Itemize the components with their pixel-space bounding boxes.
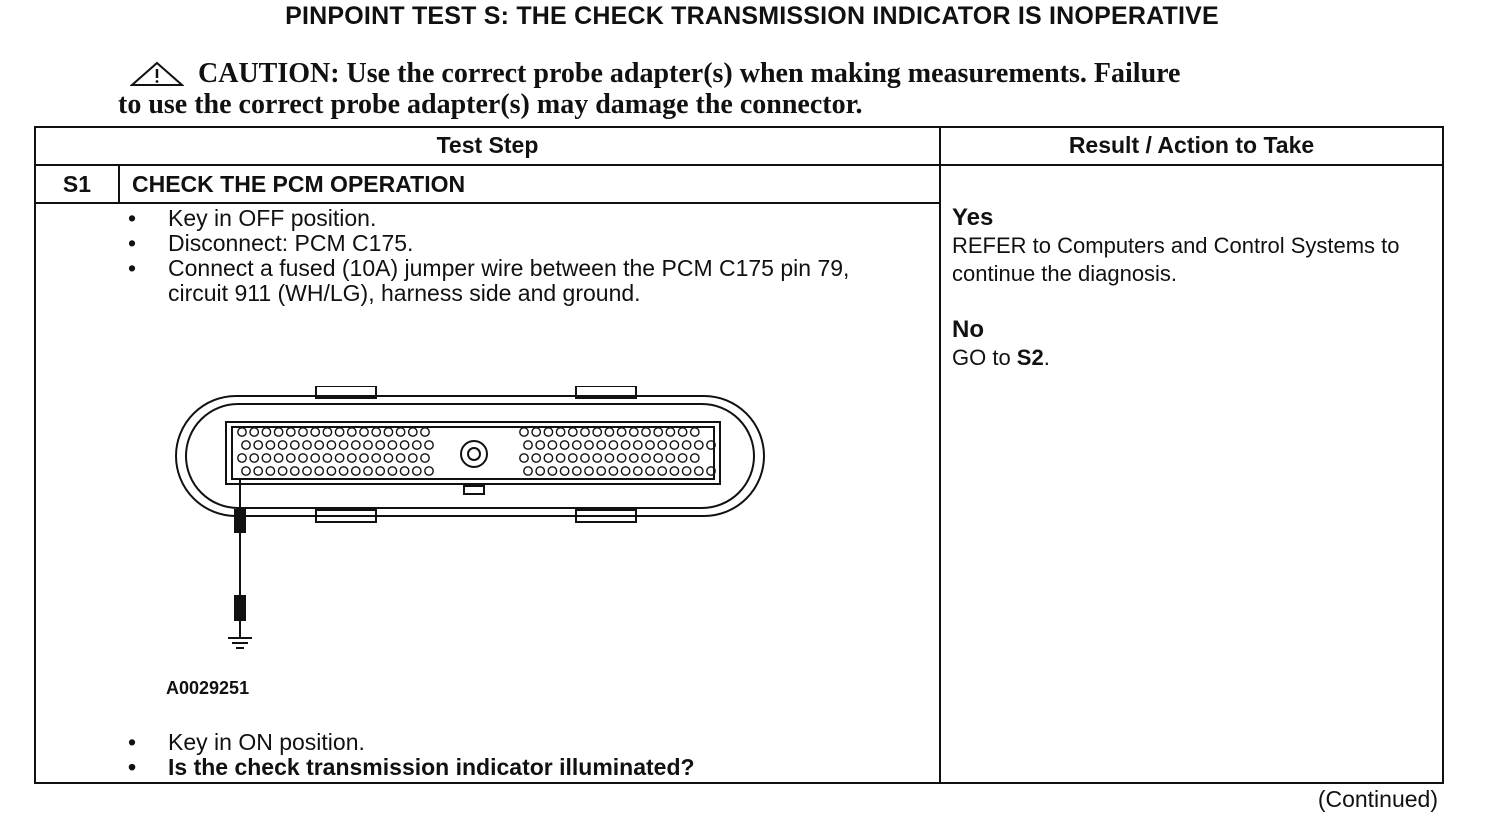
connector-pin <box>327 467 335 475</box>
continued-label: (Continued) <box>1317 786 1438 812</box>
connector-pin <box>573 441 581 449</box>
connector-pin <box>658 441 666 449</box>
connector-pin <box>384 454 392 462</box>
connector-pin <box>532 454 540 462</box>
connector-pin <box>609 467 617 475</box>
connector-pin <box>642 428 650 436</box>
connector-pin <box>254 467 262 475</box>
connector-pin <box>238 428 246 436</box>
connector-pin <box>682 441 690 449</box>
step-title-row <box>36 166 939 204</box>
instruction-text: Disconnect: PCM C175. <box>168 230 414 256</box>
connector-pin <box>646 441 654 449</box>
connector-pin <box>621 467 629 475</box>
connector-pin <box>400 467 408 475</box>
column-divider <box>939 128 941 782</box>
connector-pin <box>352 467 360 475</box>
connector-pin <box>254 441 262 449</box>
instruction-text: Key in OFF position. <box>168 205 377 231</box>
no-text-prefix: GO to <box>952 345 1017 370</box>
connector-pin <box>597 467 605 475</box>
list-item <box>128 730 908 755</box>
connector-pin <box>666 428 674 436</box>
warning-triangle-icon <box>130 61 184 87</box>
figure-id: A0029251 <box>166 678 250 698</box>
no-target-step: S2 <box>1016 345 1044 370</box>
connector-pin <box>695 441 703 449</box>
connector-pin <box>396 428 404 436</box>
connector-pin <box>311 454 319 462</box>
connector-pin <box>670 467 678 475</box>
connector-pin <box>569 428 577 436</box>
connector-pin <box>691 428 699 436</box>
connector-pin <box>695 467 703 475</box>
header-test-step: Test Step <box>436 132 539 158</box>
connector-pin <box>544 454 552 462</box>
connector-pin <box>605 454 613 462</box>
connector-pin <box>278 441 286 449</box>
connector-pin <box>617 428 625 436</box>
connector-pin <box>593 454 601 462</box>
header-result-action: Result / Action to Take <box>1068 132 1315 158</box>
connector-pin <box>630 428 638 436</box>
connector-pin <box>421 454 429 462</box>
connector-pin <box>262 428 270 436</box>
connector-pin <box>360 454 368 462</box>
connector-pin <box>425 441 433 449</box>
connector-pin <box>400 441 408 449</box>
connector-pin <box>536 441 544 449</box>
yes-label: Yes <box>952 204 994 231</box>
connector-pin <box>348 428 356 436</box>
connector-pin <box>548 467 556 475</box>
no-label: No <box>952 316 984 343</box>
connector-pin <box>654 428 662 436</box>
connector-pin <box>376 441 384 449</box>
connector-pin <box>666 454 674 462</box>
connector-pin <box>585 467 593 475</box>
connector-pin <box>524 467 532 475</box>
bullet: • <box>128 729 137 755</box>
connector-pin <box>360 428 368 436</box>
connector-pin <box>634 467 642 475</box>
connector-pin <box>532 428 540 436</box>
connector-pin <box>520 454 528 462</box>
connector-pin <box>520 428 528 436</box>
connector-pin <box>642 454 650 462</box>
connector-pin <box>421 428 429 436</box>
connector-pin <box>315 441 323 449</box>
connector-pin <box>691 454 699 462</box>
connector-pin <box>372 428 380 436</box>
connector-pin <box>291 441 299 449</box>
connector-pin <box>335 428 343 436</box>
connector-pin <box>409 428 417 436</box>
connector-pin <box>266 441 274 449</box>
connector-pin <box>556 454 564 462</box>
no-text <box>952 344 1440 372</box>
connector-pin <box>556 428 564 436</box>
connector-pin <box>303 441 311 449</box>
connector-pin <box>605 428 613 436</box>
connector-pin <box>287 454 295 462</box>
table-header-row <box>36 128 1442 166</box>
connector-pin <box>311 428 319 436</box>
connector-pin <box>396 454 404 462</box>
connector-pin <box>544 428 552 436</box>
list-item <box>128 256 908 306</box>
list-item <box>128 206 908 231</box>
connector-pin <box>364 441 372 449</box>
connector-pin <box>278 467 286 475</box>
connector-pin <box>581 454 589 462</box>
connector-pin <box>593 428 601 436</box>
connector-pin <box>323 454 331 462</box>
connector-pin <box>339 467 347 475</box>
connector-pin <box>413 441 421 449</box>
instruction-list-2 <box>128 730 908 780</box>
connector-pin <box>409 454 417 462</box>
connector-pin <box>339 441 347 449</box>
caution-line-2: to use the correct probe adapter(s) may damage the connector. <box>118 89 863 120</box>
connector-pin <box>348 454 356 462</box>
connector-pin <box>617 454 625 462</box>
result-column <box>952 204 1440 372</box>
connector-pin <box>658 467 666 475</box>
bullet: • <box>128 230 137 256</box>
connector-pin <box>560 467 568 475</box>
connector-pin <box>560 441 568 449</box>
connector-pin <box>384 428 392 436</box>
caution-line-1: CAUTION: Use the correct probe adapter(s) when making measurements. Failure <box>198 58 1181 89</box>
connector-pin <box>597 441 605 449</box>
step-title: CHECK THE PCM OPERATION <box>132 171 466 197</box>
connector-pin <box>646 467 654 475</box>
yes-text: REFER to Computers and Control Systems to continue the diagnosis. <box>952 233 1400 286</box>
list-item <box>128 231 908 256</box>
connector-pin <box>364 467 372 475</box>
connector-pin <box>630 454 638 462</box>
connector-pin <box>303 467 311 475</box>
connector-pin <box>323 428 331 436</box>
connector-pin <box>299 428 307 436</box>
connector-pin <box>654 454 662 462</box>
connector-pin <box>569 454 577 462</box>
connector-pin <box>609 441 617 449</box>
instruction-text: Connect a fused (10A) jumper wire between the PCM C175 pin 79, circuit 911 (WH/LG), harness side and ground. <box>168 255 850 306</box>
question-text: Is the check transmission indicator illuminated? <box>168 754 695 780</box>
connector-pin <box>299 454 307 462</box>
bullet: • <box>128 255 137 281</box>
connector-pin <box>242 441 250 449</box>
connector-pin <box>388 467 396 475</box>
connector-pin <box>573 467 581 475</box>
connector-pin <box>287 428 295 436</box>
connector-pin <box>315 467 323 475</box>
connector-pin <box>250 454 258 462</box>
connector-pin <box>678 428 686 436</box>
instruction-list <box>128 206 908 306</box>
test-table <box>34 126 1444 784</box>
connector-pin <box>335 454 343 462</box>
connector-pin <box>536 467 544 475</box>
connector-pin <box>388 441 396 449</box>
connector-pin <box>250 428 258 436</box>
connector-pin <box>266 467 274 475</box>
connector-pin <box>548 441 556 449</box>
page-title: PINPOINT TEST S: THE CHECK TRANSMISSION INDICATOR IS INOPERATIVE <box>285 2 1219 30</box>
connector-pin <box>425 467 433 475</box>
connector-pin <box>376 467 384 475</box>
connector-pin <box>327 441 335 449</box>
connector-pins-left <box>238 428 433 475</box>
connector-pin <box>274 428 282 436</box>
connector-pin <box>274 454 282 462</box>
connector-pins-right <box>520 428 715 475</box>
connector-pin <box>581 428 589 436</box>
connector-pin <box>621 441 629 449</box>
instruction-text: Key in ON position. <box>168 729 365 755</box>
connector-pin <box>524 441 532 449</box>
bullet: • <box>128 754 137 780</box>
connector-pin <box>291 467 299 475</box>
connector-pin <box>634 441 642 449</box>
pcm-connector-diagram <box>168 386 778 656</box>
connector-pin <box>262 454 270 462</box>
connector-pin <box>678 454 686 462</box>
bullet: • <box>128 205 137 231</box>
connector-pin <box>372 454 380 462</box>
connector-pin <box>670 441 678 449</box>
connector-pin <box>238 454 246 462</box>
list-item <box>128 755 908 780</box>
connector-pin <box>585 441 593 449</box>
connector-pin <box>413 467 421 475</box>
connector-pin <box>352 441 360 449</box>
step-id: S1 <box>36 166 120 202</box>
caution-notice <box>118 58 1338 120</box>
no-text-suffix: . <box>1043 345 1050 370</box>
connector-pin <box>242 467 250 475</box>
connector-pin <box>682 467 690 475</box>
